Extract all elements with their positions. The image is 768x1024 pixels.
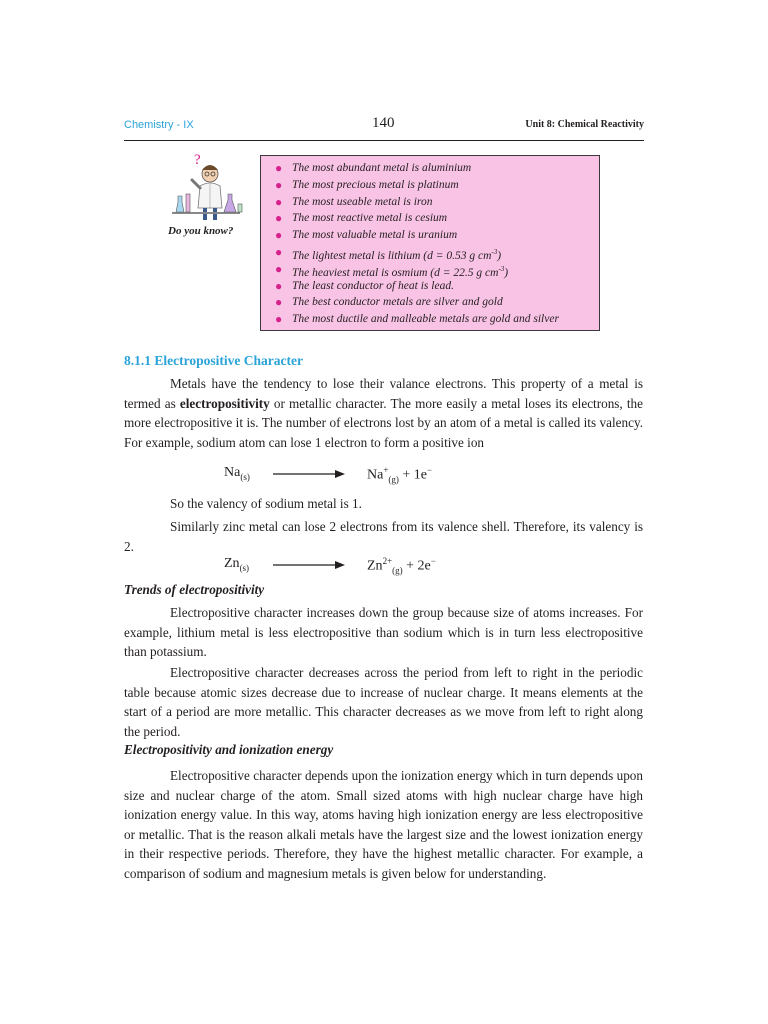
fact-box (260, 155, 600, 331)
fact-list (275, 160, 599, 328)
equation-zinc-rhs: $Zn^{2+}_{(g)} + 2e^-$ (367, 556, 436, 576)
bullet-icon: ● (275, 261, 283, 276)
do-you-know-label: Do you know? (168, 225, 234, 237)
list-item: ● The lightest metal is lithium (d = 0.53 g $cm^{-3}$) (275, 244, 502, 262)
equation-sodium-lhs: $Na_{(s)}$ (224, 465, 250, 482)
list-item: ● The most ductile and malleable metals are gold and silver (275, 312, 559, 327)
trends-heading: Trends of electropositivity (124, 582, 265, 597)
bullet-icon: ● (275, 194, 283, 209)
page-number: 140 (372, 115, 395, 131)
paragraph-zinc: Similarly zinc metal can lose 2 electrons from its valence shell. Therefore, its valency is 2. (124, 519, 643, 554)
bullet-icon: ● (275, 278, 283, 293)
list-item: ● The most valuable metal is uranium (275, 228, 458, 243)
list-item: ● The heaviest metal is osmium (d = 22.5 g $cm^{-3}$) (275, 261, 509, 279)
header-divider (124, 140, 644, 141)
scientist-with-flasks-icon (168, 150, 244, 226)
bullet-icon: ● (275, 244, 283, 259)
list-item: ● The most useable metal is iron (275, 194, 433, 209)
list-item: ● The least conductor of heat is lead. (275, 278, 454, 293)
reaction-arrow-icon (273, 559, 345, 571)
bullet-icon: ● (275, 177, 283, 192)
equation-zinc-lhs: $Zn_{(s)}$ (224, 556, 250, 573)
list-item: ● The most abundant metal is aluminium (275, 161, 472, 175)
paragraph-trends-period: Electropositive character decreases across the period from left to right in the periodic table because atomic sizes decrease due to increase of nuclear charge. It means elements at the start of a period are more metallic. This character decreases as we move from left to right along the period. (124, 665, 643, 739)
header-subject: Chemistry - IX (124, 119, 194, 131)
equation-sodium-rhs: $Na^+_{(g)} + 1e^-$ (367, 465, 433, 485)
bullet-icon: ● (275, 295, 283, 310)
bullet-icon: ● (275, 228, 283, 243)
paragraph-electropositivity: Metals have the tendency to lose their valance electrons. This property of a metal is termed as electropositivity or metallic character. The more easily a metal loses its electrons, the more electropositive it is. The number of electrons lost by an atom of a metal is called its valency. For example, sodium atom can lose 1 electron to form a positive ion (124, 376, 643, 450)
question-mark: ? (194, 152, 201, 168)
list-item: ● The most precious metal is platinum (275, 177, 459, 192)
paragraph-sodium-valency: So the valency of sodium metal is 1. (170, 496, 362, 511)
ionization-heading: Electropositivity and ionization energy (124, 742, 334, 757)
section-heading: 8.1.1 Electropositive Character (124, 353, 303, 368)
list-item: ● The best conductor metals are silver and gold (275, 295, 503, 310)
paragraph-ionization: Electropositive character depends upon the ionization energy which in turn depends upon size and nuclear charge of the atom. Small sized atoms with high nuclear charge have high ionization energy value. In this way, atoms having high ionization energy are less electropositive or metallic. That is the reason alkali metals have the largest size and the lowest ionization energy in their respective periods. Therefore, they have the highest metallic character. For example, a comparison of sodium and magnesium metals is given below for understanding. (124, 768, 643, 881)
list-item: ● The most reactive metal is cesium (275, 211, 448, 226)
bullet-icon: ● (275, 161, 283, 175)
bullet-icon: ● (275, 211, 283, 226)
header-unit: Unit 8: Chemical Reactivity (525, 119, 644, 130)
reaction-arrow-icon (273, 468, 345, 480)
bullet-icon: ● (275, 312, 283, 327)
paragraph-trends-group: Electropositive character increases down the group because size of atoms increases. For example, lithium metal is less electropositive than sodium which is in turn less electropositive than potassium. (124, 605, 643, 659)
